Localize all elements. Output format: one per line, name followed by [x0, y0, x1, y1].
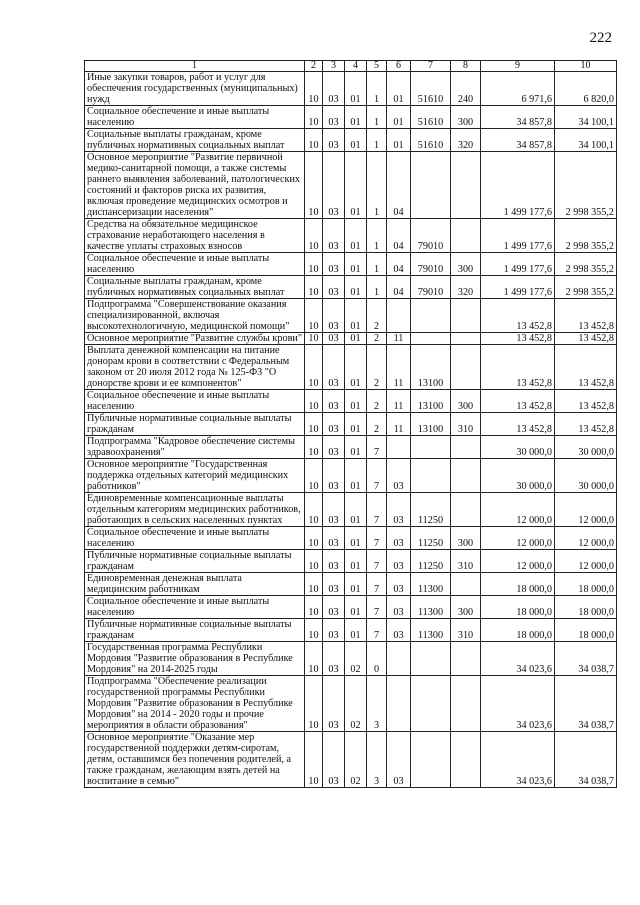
- subsection-code: 03: [323, 72, 345, 106]
- expense-type-code: 320: [451, 129, 481, 152]
- subprogram-code: 1: [367, 152, 387, 219]
- amount-year-2: 18 000,0: [555, 596, 617, 619]
- column-header: 8: [451, 61, 481, 72]
- amount-year-2: 2 998 355,2: [555, 276, 617, 299]
- program-code: 01: [345, 390, 367, 413]
- direction-code: 13100: [411, 345, 451, 390]
- row-description: Государственная программа Республики Мордовия "Развитие образования в Республике Мордовия" на 2014-2025 годы: [85, 642, 305, 676]
- subsection-code: 03: [323, 619, 345, 642]
- section-code: 10: [305, 390, 323, 413]
- amount-year-1: 12 000,0: [481, 550, 555, 573]
- activity-code: 04: [387, 253, 411, 276]
- program-code: 01: [345, 436, 367, 459]
- activity-code: [387, 436, 411, 459]
- subsection-code: 03: [323, 299, 345, 333]
- subsection-code: 03: [323, 333, 345, 345]
- subprogram-code: 3: [367, 732, 387, 788]
- section-code: 10: [305, 413, 323, 436]
- table-row: [85, 550, 617, 573]
- subprogram-code: 0: [367, 642, 387, 676]
- section-code: 10: [305, 106, 323, 129]
- section-code: 10: [305, 299, 323, 333]
- expense-type-code: 300: [451, 253, 481, 276]
- program-code: 01: [345, 527, 367, 550]
- table-row: [85, 573, 617, 596]
- subsection-code: 03: [323, 253, 345, 276]
- table-row: [85, 345, 617, 390]
- column-header: 10: [555, 61, 617, 72]
- subsection-code: 03: [323, 550, 345, 573]
- section-code: 10: [305, 152, 323, 219]
- table-row: [85, 732, 617, 788]
- subprogram-code: 2: [367, 345, 387, 390]
- table-row: [85, 152, 617, 219]
- subsection-code: 03: [323, 129, 345, 152]
- column-header: 2: [305, 61, 323, 72]
- program-code: 01: [345, 619, 367, 642]
- amount-year-2: 18 000,0: [555, 573, 617, 596]
- subsection-code: 03: [323, 527, 345, 550]
- direction-code: 51610: [411, 72, 451, 106]
- expense-type-code: 310: [451, 619, 481, 642]
- table-row: [85, 436, 617, 459]
- program-code: 01: [345, 333, 367, 345]
- section-code: 10: [305, 493, 323, 527]
- subsection-code: 03: [323, 642, 345, 676]
- row-description: Средства на обязательное медицинское страхование неработающего населения в качестве уплаты страховых взносов: [85, 219, 305, 253]
- amount-year-2: 34 038,7: [555, 642, 617, 676]
- program-code: 01: [345, 493, 367, 527]
- expense-type-code: [451, 642, 481, 676]
- section-code: 10: [305, 436, 323, 459]
- table-row: [85, 390, 617, 413]
- row-description: Выплата денежной компенсации на питание донорам крови в соответствии с Федеральным законом от 20 июля 2012 года № 125-ФЗ "О донорстве крови и ее компонентов": [85, 345, 305, 390]
- subsection-code: 03: [323, 436, 345, 459]
- column-header: 5: [367, 61, 387, 72]
- expense-type-code: [451, 345, 481, 390]
- amount-year-1: 13 452,8: [481, 345, 555, 390]
- table-row: [85, 619, 617, 642]
- amount-year-1: 18 000,0: [481, 596, 555, 619]
- amount-year-1: 1 499 177,6: [481, 219, 555, 253]
- direction-code: 11300: [411, 619, 451, 642]
- row-description: Единовременная денежная выплата медицинским работникам: [85, 573, 305, 596]
- row-description: Социальное обеспечение и иные выплаты населению: [85, 527, 305, 550]
- subprogram-code: 1: [367, 276, 387, 299]
- table-row: [85, 333, 617, 345]
- expense-type-code: [451, 676, 481, 732]
- program-code: 01: [345, 413, 367, 436]
- header-row: [85, 61, 617, 72]
- column-header: 6: [387, 61, 411, 72]
- direction-code: [411, 299, 451, 333]
- subprogram-code: 1: [367, 129, 387, 152]
- amount-year-2: 34 038,7: [555, 676, 617, 732]
- amount-year-1: 13 452,8: [481, 413, 555, 436]
- amount-year-2: 30 000,0: [555, 436, 617, 459]
- program-code: 02: [345, 676, 367, 732]
- subprogram-code: 2: [367, 333, 387, 345]
- section-code: 10: [305, 129, 323, 152]
- direction-code: 11300: [411, 596, 451, 619]
- expense-type-code: 240: [451, 72, 481, 106]
- subprogram-code: 2: [367, 299, 387, 333]
- direction-code: [411, 732, 451, 788]
- subprogram-code: 7: [367, 527, 387, 550]
- direction-code: 13100: [411, 390, 451, 413]
- amount-year-1: 34 023,6: [481, 732, 555, 788]
- amount-year-1: 12 000,0: [481, 527, 555, 550]
- row-description: Единовременные компенсационные выплаты отдельным категориям медицинских работников, работающих в сельских населенных пунктах: [85, 493, 305, 527]
- activity-code: 03: [387, 527, 411, 550]
- subsection-code: 03: [323, 676, 345, 732]
- table-row: [85, 219, 617, 253]
- subsection-code: 03: [323, 276, 345, 299]
- subprogram-code: 3: [367, 676, 387, 732]
- subprogram-code: 1: [367, 253, 387, 276]
- subprogram-code: 7: [367, 619, 387, 642]
- table-row: [85, 596, 617, 619]
- activity-code: 03: [387, 732, 411, 788]
- section-code: 10: [305, 619, 323, 642]
- program-code: 01: [345, 596, 367, 619]
- table-row: [85, 676, 617, 732]
- column-header: 3: [323, 61, 345, 72]
- subprogram-code: 7: [367, 459, 387, 493]
- amount-year-1: 1 499 177,6: [481, 276, 555, 299]
- activity-code: [387, 676, 411, 732]
- column-header: 4: [345, 61, 367, 72]
- amount-year-1: 30 000,0: [481, 459, 555, 493]
- expense-type-code: [451, 333, 481, 345]
- amount-year-2: 13 452,8: [555, 299, 617, 333]
- activity-code: [387, 642, 411, 676]
- program-code: 01: [345, 253, 367, 276]
- row-description: Социальное обеспечение и иные выплаты населению: [85, 390, 305, 413]
- direction-code: [411, 152, 451, 219]
- table-body: [85, 72, 617, 788]
- row-description: Социальное обеспечение и иные выплаты населению: [85, 106, 305, 129]
- subprogram-code: 1: [367, 72, 387, 106]
- row-description: Подпрограмма "Кадровое обеспечение системы здравоохранения": [85, 436, 305, 459]
- subsection-code: 03: [323, 459, 345, 493]
- subsection-code: 03: [323, 106, 345, 129]
- amount-year-1: 6 971,6: [481, 72, 555, 106]
- expense-type-code: [451, 436, 481, 459]
- subsection-code: 03: [323, 345, 345, 390]
- section-code: 10: [305, 345, 323, 390]
- section-code: 10: [305, 276, 323, 299]
- amount-year-1: 34 857,8: [481, 129, 555, 152]
- activity-code: 03: [387, 493, 411, 527]
- subsection-code: 03: [323, 152, 345, 219]
- row-description: Социальное обеспечение и иные выплаты населению: [85, 596, 305, 619]
- program-code: 01: [345, 299, 367, 333]
- program-code: 01: [345, 573, 367, 596]
- subprogram-code: 7: [367, 573, 387, 596]
- program-code: 01: [345, 129, 367, 152]
- amount-year-1: 34 023,6: [481, 642, 555, 676]
- activity-code: 04: [387, 152, 411, 219]
- expense-type-code: [451, 219, 481, 253]
- page-number: 222: [589, 30, 612, 46]
- amount-year-1: 13 452,8: [481, 299, 555, 333]
- subprogram-code: 2: [367, 390, 387, 413]
- section-code: 10: [305, 527, 323, 550]
- amount-year-1: 1 499 177,6: [481, 152, 555, 219]
- direction-code: 51610: [411, 106, 451, 129]
- section-code: 10: [305, 596, 323, 619]
- row-description: Социальные выплаты гражданам, кроме публичных нормативных социальных выплат: [85, 129, 305, 152]
- row-description: Основное мероприятие "Государственная поддержка отдельных категорий медицинских работников": [85, 459, 305, 493]
- section-code: 10: [305, 732, 323, 788]
- amount-year-2: 18 000,0: [555, 619, 617, 642]
- table-row: [85, 129, 617, 152]
- direction-code: 13100: [411, 413, 451, 436]
- direction-code: [411, 333, 451, 345]
- table-row: [85, 493, 617, 527]
- program-code: 01: [345, 219, 367, 253]
- activity-code: 11: [387, 413, 411, 436]
- amount-year-2: 13 452,8: [555, 345, 617, 390]
- expense-type-code: 300: [451, 527, 481, 550]
- expense-type-code: [451, 573, 481, 596]
- expense-type-code: [451, 459, 481, 493]
- subprogram-code: 2: [367, 413, 387, 436]
- subprogram-code: 7: [367, 493, 387, 527]
- direction-code: 79010: [411, 276, 451, 299]
- direction-code: [411, 459, 451, 493]
- expense-type-code: 300: [451, 390, 481, 413]
- amount-year-2: 12 000,0: [555, 527, 617, 550]
- amount-year-2: 13 452,8: [555, 413, 617, 436]
- table-row: [85, 72, 617, 106]
- subsection-code: 03: [323, 413, 345, 436]
- amount-year-2: 6 820,0: [555, 72, 617, 106]
- amount-year-2: 2 998 355,2: [555, 253, 617, 276]
- row-description: Основное мероприятие "Развитие первичной медико-санитарной помощи, а также системы раннего выявления заболеваний, патологических состояний и факторов риска их развития, включая проведение медицинских осмотров и диспансеризации населения": [85, 152, 305, 219]
- row-description: Публичные нормативные социальные выплаты гражданам: [85, 413, 305, 436]
- activity-code: 03: [387, 550, 411, 573]
- section-code: 10: [305, 459, 323, 493]
- activity-code: 11: [387, 333, 411, 345]
- row-description: Социальное обеспечение и иные выплаты населению: [85, 253, 305, 276]
- row-description: Публичные нормативные социальные выплаты гражданам: [85, 550, 305, 573]
- amount-year-1: 13 452,8: [481, 390, 555, 413]
- table-row: [85, 106, 617, 129]
- activity-code: [387, 299, 411, 333]
- subprogram-code: 7: [367, 550, 387, 573]
- program-code: 01: [345, 72, 367, 106]
- amount-year-2: 13 452,8: [555, 390, 617, 413]
- program-code: 01: [345, 276, 367, 299]
- amount-year-2: 2 998 355,2: [555, 152, 617, 219]
- amount-year-2: 13 452,8: [555, 333, 617, 345]
- subsection-code: 03: [323, 732, 345, 788]
- expense-type-code: 300: [451, 596, 481, 619]
- section-code: 10: [305, 333, 323, 345]
- activity-code: 03: [387, 619, 411, 642]
- row-description: Основное мероприятие "Развитие службы крови": [85, 333, 305, 345]
- direction-code: 51610: [411, 129, 451, 152]
- section-code: 10: [305, 253, 323, 276]
- amount-year-2: 34 100,1: [555, 129, 617, 152]
- amount-year-2: 34 038,7: [555, 732, 617, 788]
- amount-year-1: 18 000,0: [481, 619, 555, 642]
- direction-code: 11250: [411, 550, 451, 573]
- budget-table: [84, 60, 617, 788]
- amount-year-1: 1 499 177,6: [481, 253, 555, 276]
- amount-year-2: 34 100,1: [555, 106, 617, 129]
- amount-year-2: 12 000,0: [555, 550, 617, 573]
- program-code: 01: [345, 459, 367, 493]
- program-code: 01: [345, 550, 367, 573]
- direction-code: [411, 642, 451, 676]
- table-row: [85, 459, 617, 493]
- activity-code: 11: [387, 345, 411, 390]
- section-code: 10: [305, 219, 323, 253]
- direction-code: [411, 676, 451, 732]
- table-row: [85, 299, 617, 333]
- amount-year-1: 13 452,8: [481, 333, 555, 345]
- subsection-code: 03: [323, 390, 345, 413]
- amount-year-1: 12 000,0: [481, 493, 555, 527]
- amount-year-1: 34 023,6: [481, 676, 555, 732]
- activity-code: 11: [387, 390, 411, 413]
- subprogram-code: 1: [367, 219, 387, 253]
- column-header: 7: [411, 61, 451, 72]
- expense-type-code: [451, 152, 481, 219]
- amount-year-2: 30 000,0: [555, 459, 617, 493]
- program-code: 02: [345, 642, 367, 676]
- amount-year-2: 2 998 355,2: [555, 219, 617, 253]
- column-header: 1: [85, 61, 305, 72]
- activity-code: 03: [387, 596, 411, 619]
- activity-code: 03: [387, 459, 411, 493]
- section-code: 10: [305, 72, 323, 106]
- direction-code: 79010: [411, 219, 451, 253]
- expense-type-code: [451, 299, 481, 333]
- direction-code: [411, 436, 451, 459]
- subsection-code: 03: [323, 493, 345, 527]
- activity-code: 03: [387, 573, 411, 596]
- program-code: 01: [345, 345, 367, 390]
- program-code: 01: [345, 152, 367, 219]
- direction-code: 79010: [411, 253, 451, 276]
- amount-year-1: 30 000,0: [481, 436, 555, 459]
- section-code: 10: [305, 550, 323, 573]
- section-code: 10: [305, 573, 323, 596]
- subsection-code: 03: [323, 219, 345, 253]
- table-row: [85, 253, 617, 276]
- activity-code: 01: [387, 129, 411, 152]
- direction-code: 11250: [411, 493, 451, 527]
- subprogram-code: 1: [367, 106, 387, 129]
- amount-year-2: 12 000,0: [555, 493, 617, 527]
- expense-type-code: [451, 732, 481, 788]
- subprogram-code: 7: [367, 596, 387, 619]
- table-row: [85, 413, 617, 436]
- row-description: Иные закупки товаров, работ и услуг для обеспечения государственных (муниципальных) нужд: [85, 72, 305, 106]
- table-row: [85, 642, 617, 676]
- expense-type-code: 300: [451, 106, 481, 129]
- expense-type-code: 310: [451, 550, 481, 573]
- section-code: 10: [305, 642, 323, 676]
- amount-year-1: 34 857,8: [481, 106, 555, 129]
- subsection-code: 03: [323, 573, 345, 596]
- subprogram-code: 7: [367, 436, 387, 459]
- table-row: [85, 276, 617, 299]
- column-header: 9: [481, 61, 555, 72]
- expense-type-code: 320: [451, 276, 481, 299]
- expense-type-code: [451, 493, 481, 527]
- activity-code: 04: [387, 219, 411, 253]
- subsection-code: 03: [323, 596, 345, 619]
- section-code: 10: [305, 676, 323, 732]
- activity-code: 01: [387, 72, 411, 106]
- activity-code: 01: [387, 106, 411, 129]
- row-description: Публичные нормативные социальные выплаты гражданам: [85, 619, 305, 642]
- program-code: 02: [345, 732, 367, 788]
- row-description: Социальные выплаты гражданам, кроме публичных нормативных социальных выплат: [85, 276, 305, 299]
- direction-code: 11300: [411, 573, 451, 596]
- direction-code: 11250: [411, 527, 451, 550]
- activity-code: 04: [387, 276, 411, 299]
- row-description: Подпрограмма "Совершенствование оказания специализированной, включая высокотехнологичную, медицинской помощи": [85, 299, 305, 333]
- program-code: 01: [345, 106, 367, 129]
- table-row: [85, 527, 617, 550]
- expense-type-code: 310: [451, 413, 481, 436]
- row-description: Подпрограмма "Обеспечение реализации государственной программы Республики Мордовия "Развитие образования в Республике Мордовия" на 2014 - 2020 годы и прочие мероприятия в области образования": [85, 676, 305, 732]
- row-description: Основное мероприятие "Оказание мер государственной поддержки детям-сиротам, детям, оставшимся без попечения родителей, а также гражданам, желающим взять детей на воспитание в семью": [85, 732, 305, 788]
- amount-year-1: 18 000,0: [481, 573, 555, 596]
